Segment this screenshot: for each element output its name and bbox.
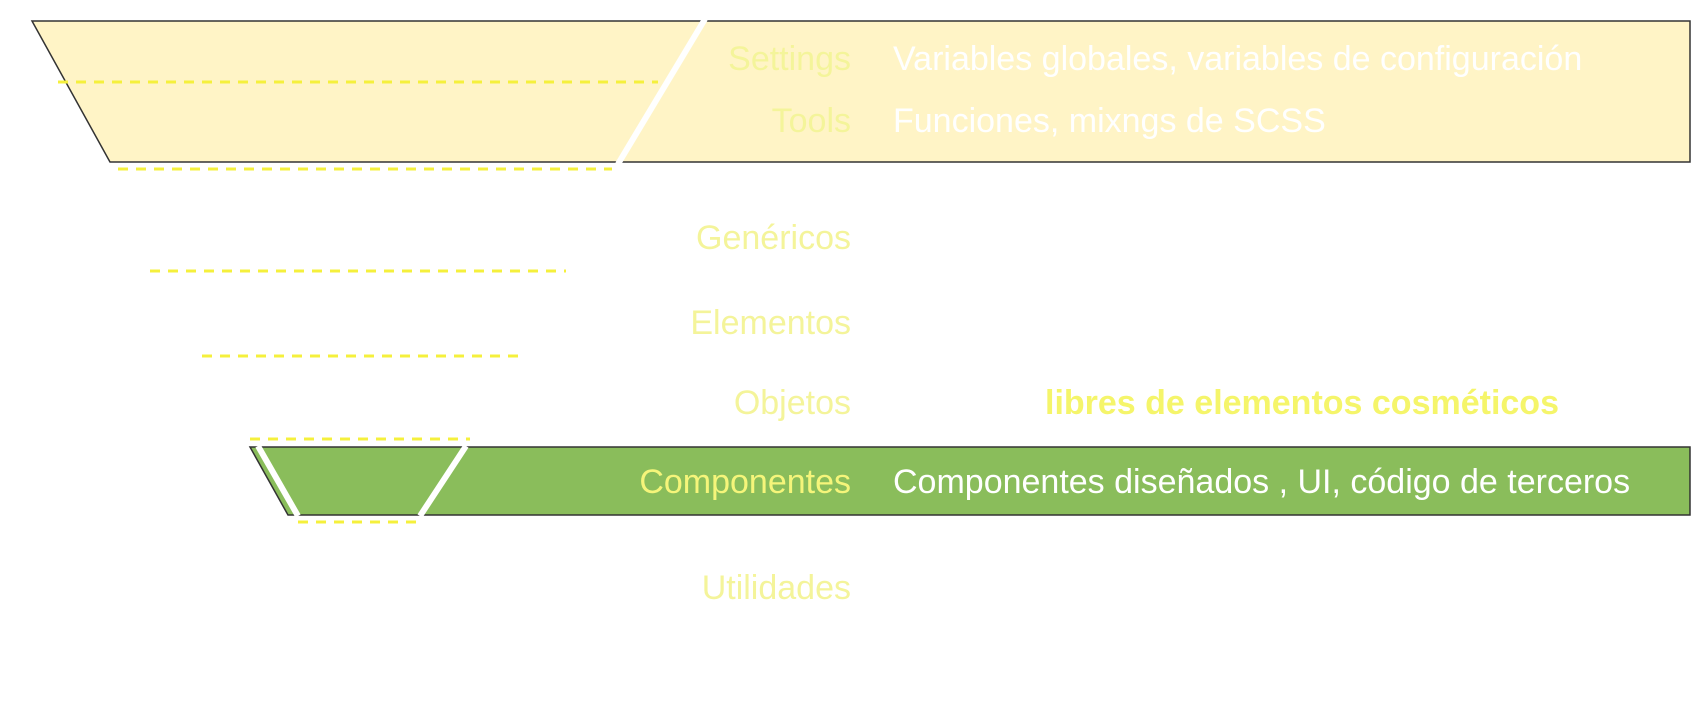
layer-desc-settings: Variables globales, variables de configuración xyxy=(893,40,1583,78)
layer-label-settings: Settings xyxy=(728,40,851,78)
layer-label-genericos: Genéricos xyxy=(696,219,851,257)
layer-desc-objetos: libres de elementos cosméticos xyxy=(1045,384,1559,422)
layer-desc-componentes: Componentes diseñados , UI, código de terceros xyxy=(893,463,1631,501)
layer-desc-tools: Funciones, mixngs de SCSS xyxy=(893,102,1326,140)
layer-label-tools: Tools xyxy=(771,102,851,140)
layer-label-utilidades: Utilidades xyxy=(701,569,851,607)
layer-label-componentes: Componentes xyxy=(639,463,851,501)
layer-label-elementos: Elementos xyxy=(690,304,851,342)
layer-label-objetos: Objetos xyxy=(733,384,851,422)
